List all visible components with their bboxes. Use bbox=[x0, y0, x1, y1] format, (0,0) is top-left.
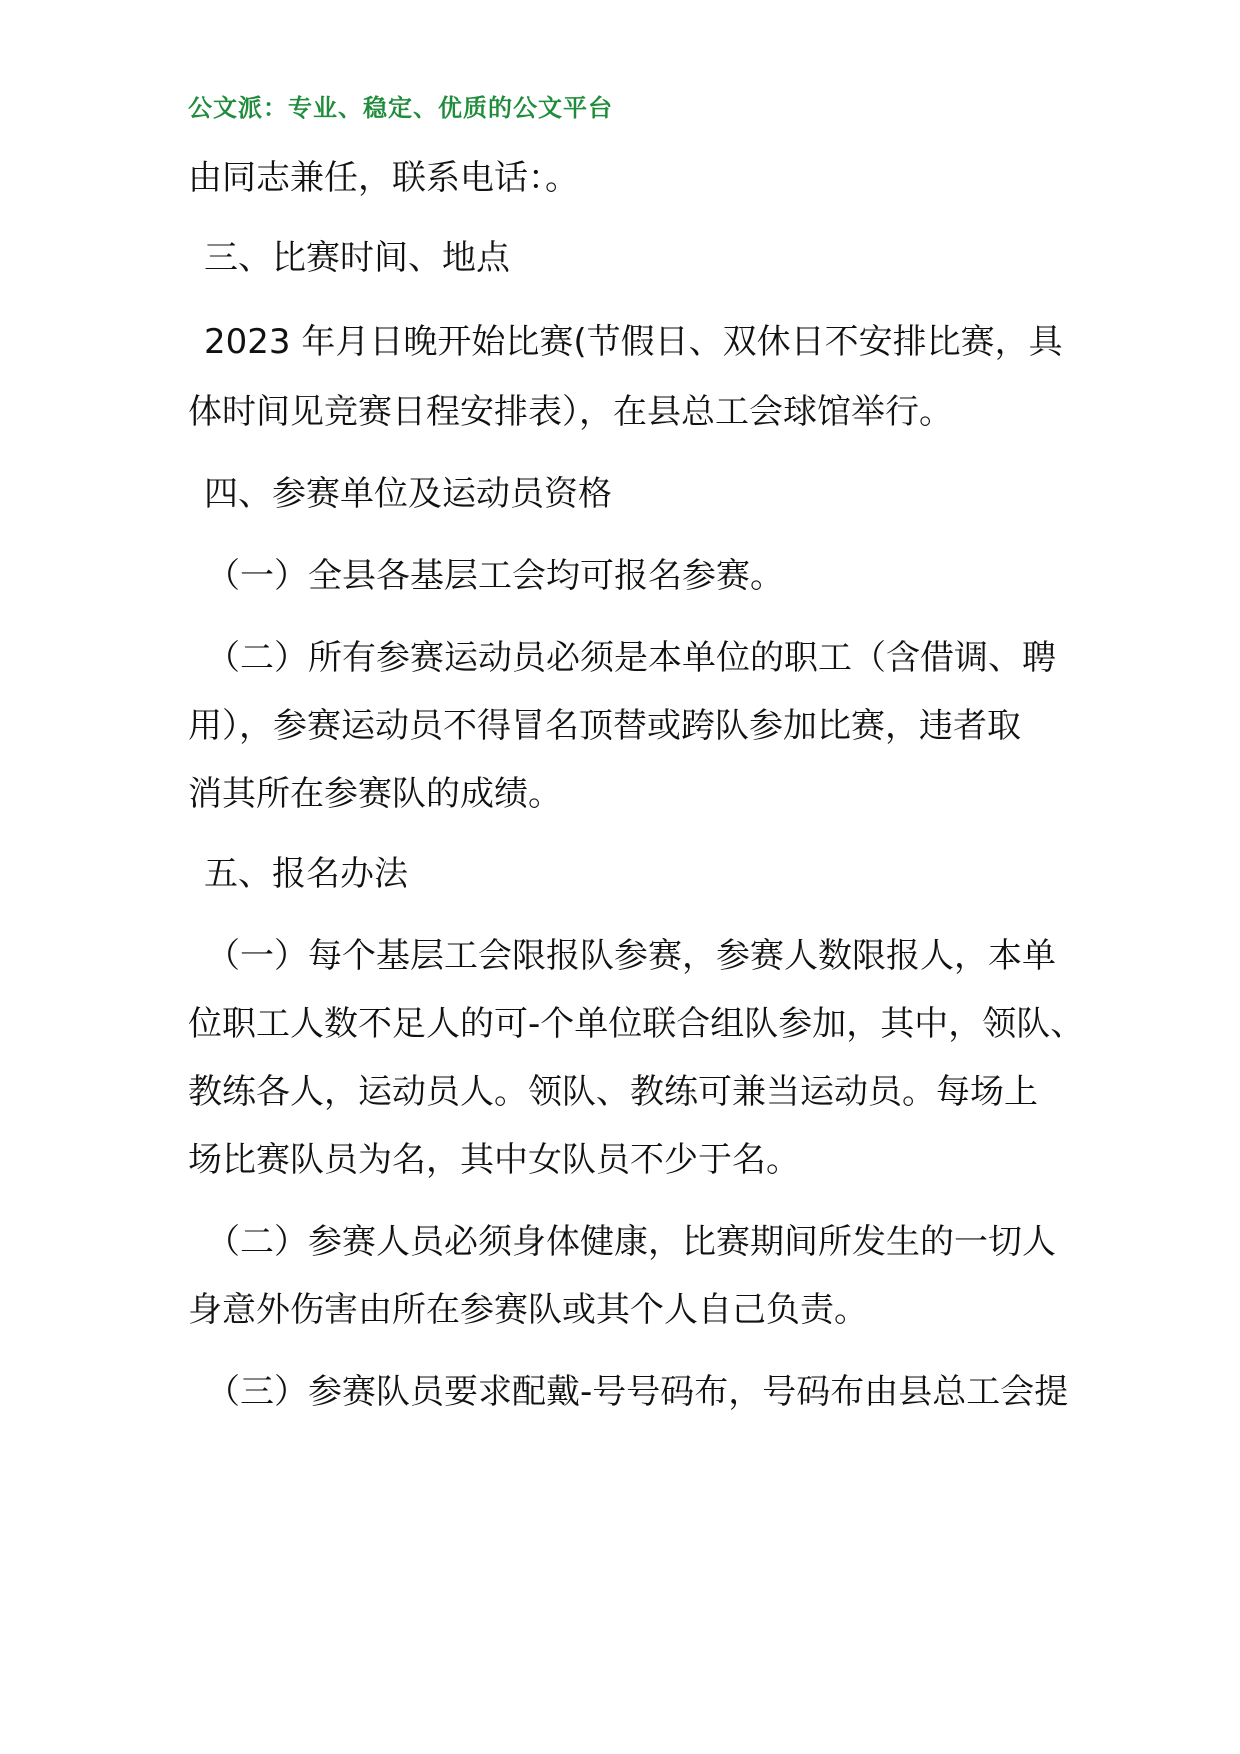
text-line: （一）全县各基层工会均可报名参赛。 bbox=[206, 556, 784, 596]
text-line: （三）参赛队员要求配戴-号号码布，号码布由县总工会提 bbox=[206, 1372, 1069, 1412]
text-line: 用），参赛运动员不得冒名顶替或跨队参加比赛，违者取 bbox=[188, 706, 1021, 746]
text-line: 场比赛队员为名，其中女队员不少于名。 bbox=[188, 1140, 800, 1180]
text-line: 身意外伤害由所在参赛队或其个人自己负责。 bbox=[188, 1290, 868, 1330]
text-line: 消其所在参赛队的成绩。 bbox=[188, 774, 562, 814]
text-line: 位职工人数不足人的可-个单位联合组队参加，其中，领队、 bbox=[188, 1004, 1085, 1044]
text-line: 体时间见竞赛日程安排表），在县总工会球馆举行。 bbox=[188, 392, 953, 432]
section-heading: 四、参赛单位及运动员资格 bbox=[204, 474, 612, 514]
section-heading: 五、报名办法 bbox=[204, 854, 408, 894]
text-line: （二）参赛人员必须身体健康，比赛期间所发生的一切人 bbox=[206, 1222, 1056, 1262]
text-line: 由同志兼任，联系电话：。 bbox=[188, 158, 579, 198]
text-line: （二）所有参赛运动员必须是本单位的职工（含借调、聘 bbox=[206, 638, 1056, 678]
brand-header: 公文派：专业、稳定、优质的公文平台 bbox=[188, 94, 613, 122]
text-line: 2023 年月日晚开始比赛(节假日、双休日不安排比赛，具 bbox=[204, 322, 1063, 362]
text-line: （一）每个基层工会限报队参赛，参赛人数限报人，本单 bbox=[206, 936, 1056, 976]
text-line: 教练各人，运动员人。领队、教练可兼当运动员。每场上 bbox=[188, 1072, 1038, 1112]
section-heading: 三、比赛时间、地点 bbox=[204, 238, 510, 278]
